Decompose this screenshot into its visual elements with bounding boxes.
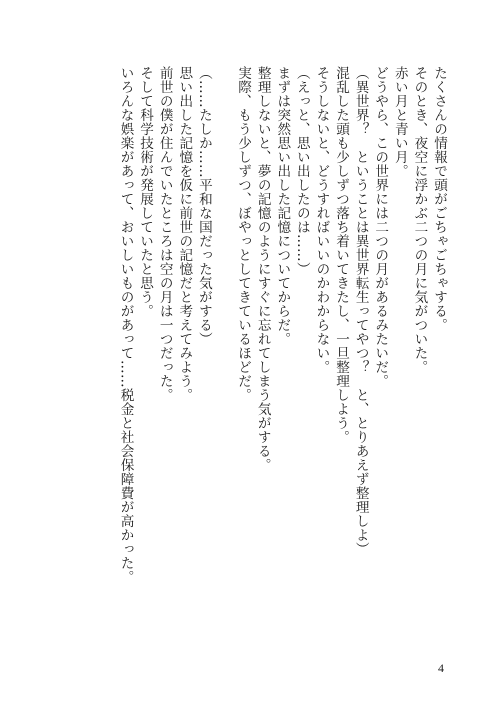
text-line: 整理しないと、夢の記憶のようにすぐに忘れてしまう気がする。 [254,66,271,472]
text-line: 実際、もう少しずつ、ぼやっとしてきているほどだ。 [235,66,252,402]
text-line: たくさんの情報で頭がごちゃごちゃする。 [431,66,447,332]
text-line: 赤い月と青い月。 [391,66,408,178]
text-line: どうやら、この世界には二つの月があるみたいだ。 [372,66,389,388]
text-line: そうしないと、どうすればいいのかわからない。 [313,66,330,374]
text-line: （えっと、思い出したのは……） [293,66,310,276]
page-number: 4 [438,661,444,675]
text-line: 前世の僕が住んでいたところは空の月は一つだった。 [156,66,173,402]
text-line: いろんな娯楽があって、おいしいものがあって……税金と社会保障費が高かった。 [117,66,134,584]
vertical-text-body [115,66,448,626]
text-line: 思い出した記憶を仮に前世の記憶だと考えてみよう。 [176,66,193,402]
text-line: 混乱した頭も少しずつ落ち着いてきたし、一旦整理しよう。 [333,66,350,444]
blank-line [213,66,233,626]
text-line: そして科学技術が発展していたと思う。 [137,66,154,318]
text-line: そのとき、夜空に浮かぶ二つの月に気がついた。 [411,66,428,374]
text-line: （異世界？ ということは異世界転生ってやつ？ と、とりあえず整理しよ） [352,66,369,556]
text-line: （……たしか……平和な国だった気がする） [195,66,212,346]
text-line: まずは突然思い出した記憶についてからだ。 [274,66,291,346]
